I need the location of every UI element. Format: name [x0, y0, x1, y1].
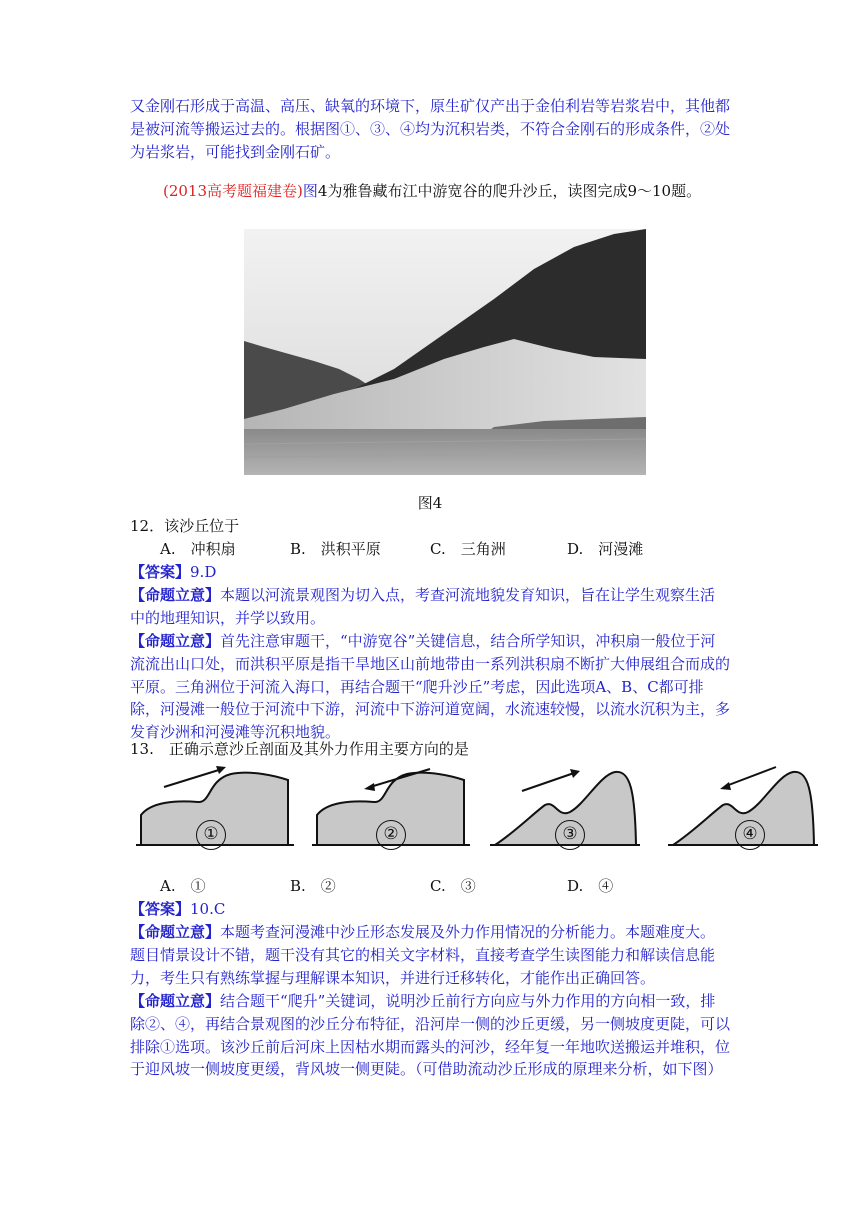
q13-stem: 13. 正确示意沙丘剖面及其外力作用主要方向的是: [130, 740, 469, 758]
source-fig: 图: [302, 182, 318, 200]
q13-answer: [130, 898, 225, 919]
intent-text: 本题以河流景观图为切入点，考查河流地貌发育知识，旨在让学生观察生活中的地理知识，并学以致用。: [130, 586, 716, 627]
intent-text: 首先注意审题干，“中游宽谷”关键信息，结合所学知识，冲积扇一般位于河流流出山口处，而洪积平原是指干旱地区山前地带由一系列洪积扇不断扩大伸展组合而成的平原。三角洲位于河流入海口，再结合题干“爬升沙丘”考虑，因此选项A、B、C都可排除，河漫滩一般位于河流中下游，河流中下游河道宽阔，水流速较慢，以流水沉积为主，多发育沙洲和河漫滩等沉积地貌。: [130, 632, 731, 742]
q13-option-c: C. ③: [430, 877, 476, 895]
intent-text: 结合题干“爬升”关键词，说明沙丘前行方向应与外力作用的方向相一致，排除②、④，再结合景观图的沙丘分布特征，沿河岸一侧的沙丘更缓，另一侧坡度更陡，可以排除①选项。该沙丘前后河床上因枯水期而露头的河沙，经年复一年地吹送搬运并堆积，位于迎风坡一侧坡度更缓，背风坡一侧更陡。（可借助流动沙丘形成的原理来分析，如下图）: [130, 992, 731, 1079]
diagram-label-1: ①: [196, 820, 226, 850]
answer-value: 9.D: [190, 563, 217, 581]
dune-photo-svg: [244, 229, 646, 475]
diagram-label-4: ④: [735, 820, 765, 850]
intro-paragraph: 又金刚石形成于高温、高压、缺氧的环境下，原生矿仅产出于金伯利岩等岩浆岩中，其他都是被河流等搬运过去的。根据图①、③、④均为沉积岩类，不符合金刚石的形成条件，②处为岩浆岩，可能找到金刚石矿。: [130, 97, 731, 161]
source-tag: (2013高考题福建卷): [163, 182, 303, 200]
question-stem: 4为雅鲁藏布江中游宽谷的爬升沙丘，读图完成9～10题。: [317, 182, 702, 200]
q13-option-b: B. ②: [290, 877, 336, 895]
intent-text: 本题考查河漫滩中沙丘形态发展及外力作用情况的分析能力。本题难度大。题目情景设计不错，题干没有其它的相关文字材料，直接考查学生读图能力和解读信息能力，考生只有熟练掌握与理解课本知识，并进行迁移转化，才能作出正确回答。: [130, 923, 716, 987]
diagram-label-2: ②: [376, 820, 406, 850]
q12-intent-2: [130, 630, 730, 744]
q12-answer: [130, 561, 216, 582]
answer-tag: 【答案】: [130, 563, 191, 581]
answer-tag: 【答案】: [130, 900, 191, 918]
q13-option-a: A. ①: [160, 877, 206, 895]
question-header: [163, 180, 701, 201]
q13-option-d: D. ④: [567, 877, 614, 895]
dune-photo: [244, 229, 646, 475]
q13-intent-1: [130, 921, 730, 989]
diagram-label-3: ③: [555, 820, 585, 850]
q12-option-b: B. 洪积平原: [290, 540, 381, 558]
intent-tag: 【命题立意】: [130, 632, 221, 650]
q12-intent-1: [130, 584, 730, 630]
q12-option-d: D. 河漫滩: [567, 540, 644, 558]
intent-tag: 【命题立意】: [130, 992, 221, 1010]
intent-tag: 【命题立意】: [130, 586, 221, 604]
q12-stem: 12．该沙丘位于: [130, 517, 240, 535]
q12-option-a: A. 冲积扇: [160, 540, 236, 558]
intent-tag: 【命题立意】: [130, 923, 221, 941]
figure-caption: 图4: [417, 494, 443, 512]
q13-intent-2: [130, 990, 730, 1081]
answer-value: 10.C: [190, 900, 226, 918]
q12-option-c: C. 三角洲: [430, 540, 506, 558]
